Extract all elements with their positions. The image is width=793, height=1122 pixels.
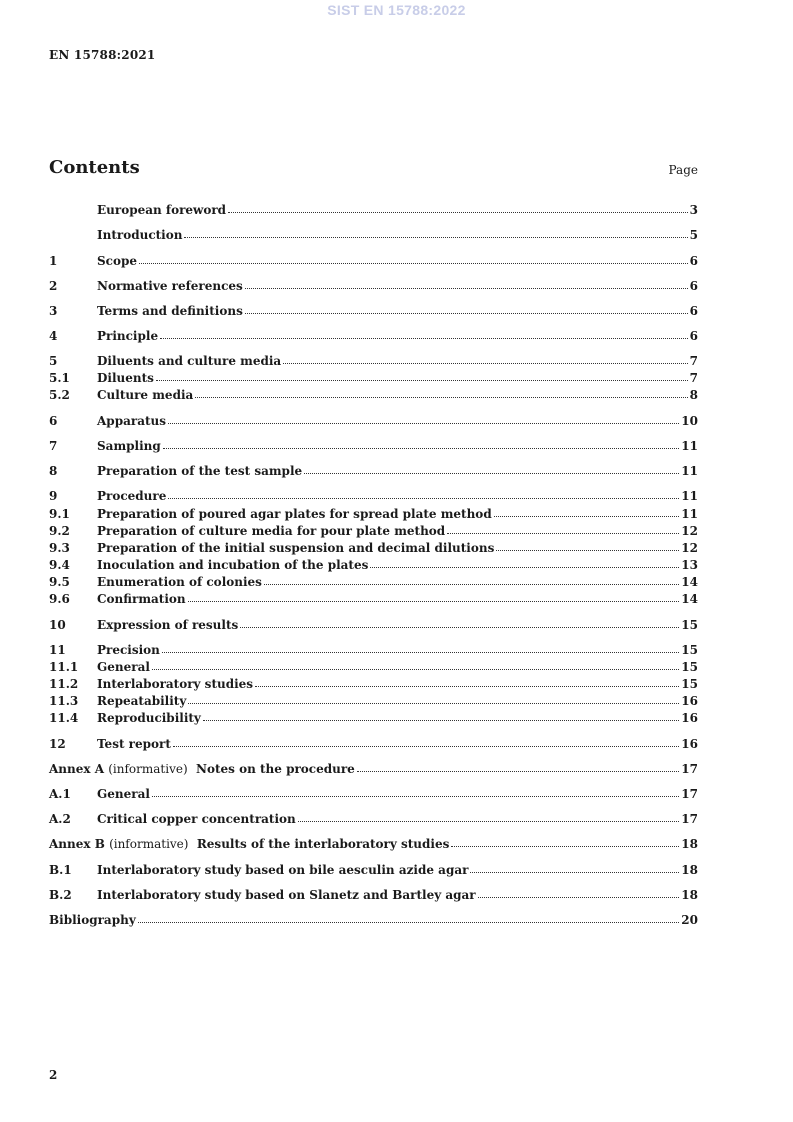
toc-entry-page: 17	[681, 812, 698, 826]
toc-entry-4[interactable]	[49, 327, 698, 343]
toc-leader-dots	[188, 691, 679, 704]
toc-entry-page: 15	[681, 618, 698, 632]
toc-entry-page: 16	[681, 711, 698, 725]
toc-entry-number: A.1	[49, 787, 71, 801]
toc-leader-dots	[264, 572, 679, 585]
toc-entry-5-1[interactable]	[49, 369, 698, 385]
toc-entry-page: 11	[681, 439, 698, 453]
toc-entry-title: Preparation of culture media for pour plate method	[97, 524, 446, 538]
toc-entry-title: Annex B (informative) Results of the interlaboratory studies	[49, 837, 450, 851]
toc-entry-page: 14	[681, 575, 698, 589]
toc-entry-number: 8	[49, 464, 58, 478]
toc-entry-11-3[interactable]	[49, 692, 698, 708]
toc-entry-10[interactable]	[49, 616, 698, 632]
toc-entry-number: 11.2	[49, 677, 79, 691]
toc-leader-dots	[184, 225, 687, 238]
toc-entry-title: Test report	[97, 737, 171, 751]
toc-entry-title: Procedure	[97, 489, 167, 503]
toc-leader-dots	[195, 385, 687, 398]
toc-entry-number: 11	[49, 643, 66, 657]
toc-entry-introduction[interactable]	[49, 226, 698, 242]
toc-entry-page: 5	[689, 228, 698, 242]
toc-entry-number: 7	[49, 439, 58, 453]
toc-leader-dots	[168, 486, 679, 499]
toc-entry-title: European foreword	[97, 203, 227, 217]
toc-entry-number: A.2	[49, 812, 71, 826]
toc-entry-11-2[interactable]	[49, 675, 698, 691]
toc-entry-number: 5	[49, 354, 58, 368]
toc-leader-dots	[283, 351, 687, 364]
toc-entry-bibliography[interactable]	[49, 911, 698, 927]
toc-entry-page: 16	[681, 737, 698, 751]
toc-leader-dots	[451, 834, 679, 847]
toc-leader-dots	[138, 910, 680, 923]
toc-entry-9-6[interactable]	[49, 590, 698, 606]
toc-entry-title: Introduction	[97, 228, 183, 242]
toc-entry-page: 6	[689, 304, 698, 318]
toc-entry-7[interactable]	[49, 437, 698, 453]
toc-entry-number: 5.2	[49, 388, 70, 402]
toc-entry-number: 1	[49, 254, 58, 268]
toc-entry-title: Repeatability	[97, 694, 187, 708]
toc-entry-a-1[interactable]	[49, 785, 698, 801]
toc-entry-number: 9.3	[49, 541, 70, 555]
toc-entry-a-2[interactable]	[49, 810, 698, 826]
contents-heading: Contents	[49, 157, 140, 178]
toc-leader-dots	[163, 436, 680, 449]
page-column-label: Page	[668, 163, 698, 177]
toc-entry-title: Normative references	[97, 279, 243, 293]
toc-leader-dots	[162, 640, 679, 653]
toc-entry-page: 14	[681, 592, 698, 606]
toc-leader-dots	[298, 809, 680, 822]
toc-entry-page: 10	[681, 414, 698, 428]
toc-entry-number: 2	[49, 279, 58, 293]
toc-entry-9-5[interactable]	[49, 573, 698, 589]
toc-entry-title: Preparation of the initial suspension and decimal dilutions	[97, 541, 495, 555]
toc-entry-number: 4	[49, 329, 58, 343]
toc-entry-number: 10	[49, 618, 66, 632]
toc-leader-dots	[255, 674, 679, 687]
toc-entry-page: 15	[681, 660, 698, 674]
toc-leader-dots	[470, 860, 679, 873]
toc-leader-dots	[240, 615, 679, 628]
document-id: EN 15788:2021	[49, 48, 156, 62]
toc-entry-page: 12	[681, 541, 698, 555]
toc-entry-11-1[interactable]	[49, 658, 698, 674]
toc-entry-page: 11	[681, 507, 698, 521]
toc-entry-number: B.2	[49, 888, 72, 902]
toc-entry-page: 6	[689, 254, 698, 268]
toc-entry-8[interactable]	[49, 462, 698, 478]
toc-entry-page: 7	[689, 354, 698, 368]
toc-entry-european-foreword[interactable]	[49, 201, 698, 217]
toc-entry-title: Precision	[97, 643, 160, 657]
toc-entry-number: 11.4	[49, 711, 79, 725]
toc-entry-page: 6	[689, 329, 698, 343]
toc-entry-page: 15	[681, 677, 698, 691]
toc-entry-number: 11.3	[49, 694, 79, 708]
toc-leader-dots	[478, 885, 680, 898]
toc-entry-title: Principle	[97, 329, 159, 343]
toc-entry-9-3[interactable]	[49, 539, 698, 555]
toc-entry-number: 9.1	[49, 507, 70, 521]
toc-entry-title: Terms and definitions	[97, 304, 243, 318]
toc-entry-11[interactable]	[49, 641, 698, 657]
toc-leader-dots	[496, 538, 679, 551]
toc-entry-page: 16	[681, 694, 698, 708]
toc-entry-title: Interlaboratory study based on Slanetz and Bartley agar	[97, 888, 476, 902]
toc-entry-title: Expression of results	[97, 618, 239, 632]
toc-leader-dots	[173, 734, 679, 747]
toc-entry-title: Confirmation	[97, 592, 186, 606]
toc-entry-title: Sampling	[97, 439, 161, 453]
toc-leader-dots	[447, 521, 679, 534]
toc-entry-2[interactable]	[49, 277, 698, 293]
toc-entry-9[interactable]	[49, 487, 698, 503]
toc-entry-title: Culture media	[97, 388, 194, 402]
toc-entry-title: Annex A (informative) Notes on the procedure	[49, 762, 355, 776]
toc-entry-page: 17	[681, 787, 698, 801]
toc-entry-title: Inoculation and incubation of the plates	[97, 558, 369, 572]
toc-entry-title: Diluents and culture media	[97, 354, 282, 368]
toc-entry-number: 9.5	[49, 575, 70, 589]
toc-entry-title: Scope	[97, 254, 138, 268]
toc-entry-page: 11	[681, 464, 698, 478]
toc-entry-page: 17	[681, 762, 698, 776]
toc-entry-page: 12	[681, 524, 698, 538]
toc-entry-3[interactable]	[49, 302, 698, 318]
toc-entry-page: 3	[689, 203, 698, 217]
toc-entry-5[interactable]	[49, 352, 698, 368]
toc-entry-page: 20	[681, 913, 698, 927]
toc-entry-annex-a[interactable]	[49, 760, 698, 776]
toc-entry-title: Critical copper concentration	[97, 812, 296, 826]
toc-entry-page: 18	[681, 888, 698, 902]
toc-entry-page: 18	[681, 837, 698, 851]
toc-entry-title: Interlaboratory study based on bile aesculin azide agar	[97, 863, 469, 877]
toc-leader-dots	[139, 251, 688, 264]
toc-entry-number: 3	[49, 304, 58, 318]
toc-entry-title: Apparatus	[97, 414, 166, 428]
toc-entry-b-2[interactable]	[49, 886, 698, 902]
toc-entry-page: 18	[681, 863, 698, 877]
toc-entry-number: B.1	[49, 863, 72, 877]
page-number: 2	[49, 1068, 58, 1082]
toc-leader-dots	[203, 708, 679, 721]
toc-entry-1[interactable]	[49, 252, 698, 268]
toc-entry-page: 13	[681, 558, 698, 572]
toc-leader-dots	[152, 784, 679, 797]
toc-entry-annex-b[interactable]	[49, 835, 698, 851]
toc-leader-dots	[370, 555, 679, 568]
toc-entry-title: Enumeration of colonies	[97, 575, 262, 589]
toc-entry-9-1[interactable]	[49, 505, 698, 521]
toc-entry-page: 8	[689, 388, 698, 402]
toc-leader-dots	[304, 461, 679, 474]
toc-leader-dots	[494, 504, 680, 517]
toc-entry-5-2[interactable]	[49, 386, 698, 402]
toc-entry-title: Diluents	[97, 371, 154, 385]
toc-entry-page: 7	[689, 371, 698, 385]
toc-entry-title: General	[97, 660, 150, 674]
toc-entry-number: 9	[49, 489, 58, 503]
toc-entry-number: 5.1	[49, 371, 70, 385]
toc-entry-title: Preparation of poured agar plates for spread plate method	[97, 507, 492, 521]
toc-entry-9-4[interactable]	[49, 556, 698, 572]
toc-leader-dots	[245, 301, 688, 314]
toc-entry-11-4[interactable]	[49, 709, 698, 725]
toc-entry-number: 11.1	[49, 660, 79, 674]
toc-entry-number: 9.4	[49, 558, 70, 572]
toc-entry-number: 12	[49, 737, 66, 751]
toc-entry-b-1[interactable]	[49, 861, 698, 877]
toc-leader-dots	[160, 326, 688, 339]
toc-entry-title: Bibliography	[49, 913, 136, 927]
watermark-text: SIST EN 15788:2022	[327, 2, 466, 18]
toc-leader-dots	[156, 368, 688, 381]
toc-leader-dots	[357, 759, 679, 772]
toc-entry-number: 6	[49, 414, 58, 428]
toc-entry-title: Reproducibility	[97, 711, 201, 725]
toc-leader-dots	[228, 200, 688, 213]
toc-entry-page: 11	[681, 489, 698, 503]
toc-entry-12[interactable]	[49, 735, 698, 751]
toc-entry-title: Interlaboratory studies	[97, 677, 254, 691]
toc-entry-9-2[interactable]	[49, 522, 698, 538]
toc-entry-page: 15	[681, 643, 698, 657]
toc-entry-number: 9.6	[49, 592, 70, 606]
toc-leader-dots	[188, 589, 680, 602]
toc-leader-dots	[168, 411, 679, 424]
toc-entry-title: General	[97, 787, 150, 801]
toc-leader-dots	[152, 657, 679, 670]
toc-entry-page: 6	[689, 279, 698, 293]
toc-entry-6[interactable]	[49, 412, 698, 428]
toc-leader-dots	[245, 276, 688, 289]
toc-entry-title: Preparation of the test sample	[97, 464, 303, 478]
toc-entry-number: 9.2	[49, 524, 70, 538]
